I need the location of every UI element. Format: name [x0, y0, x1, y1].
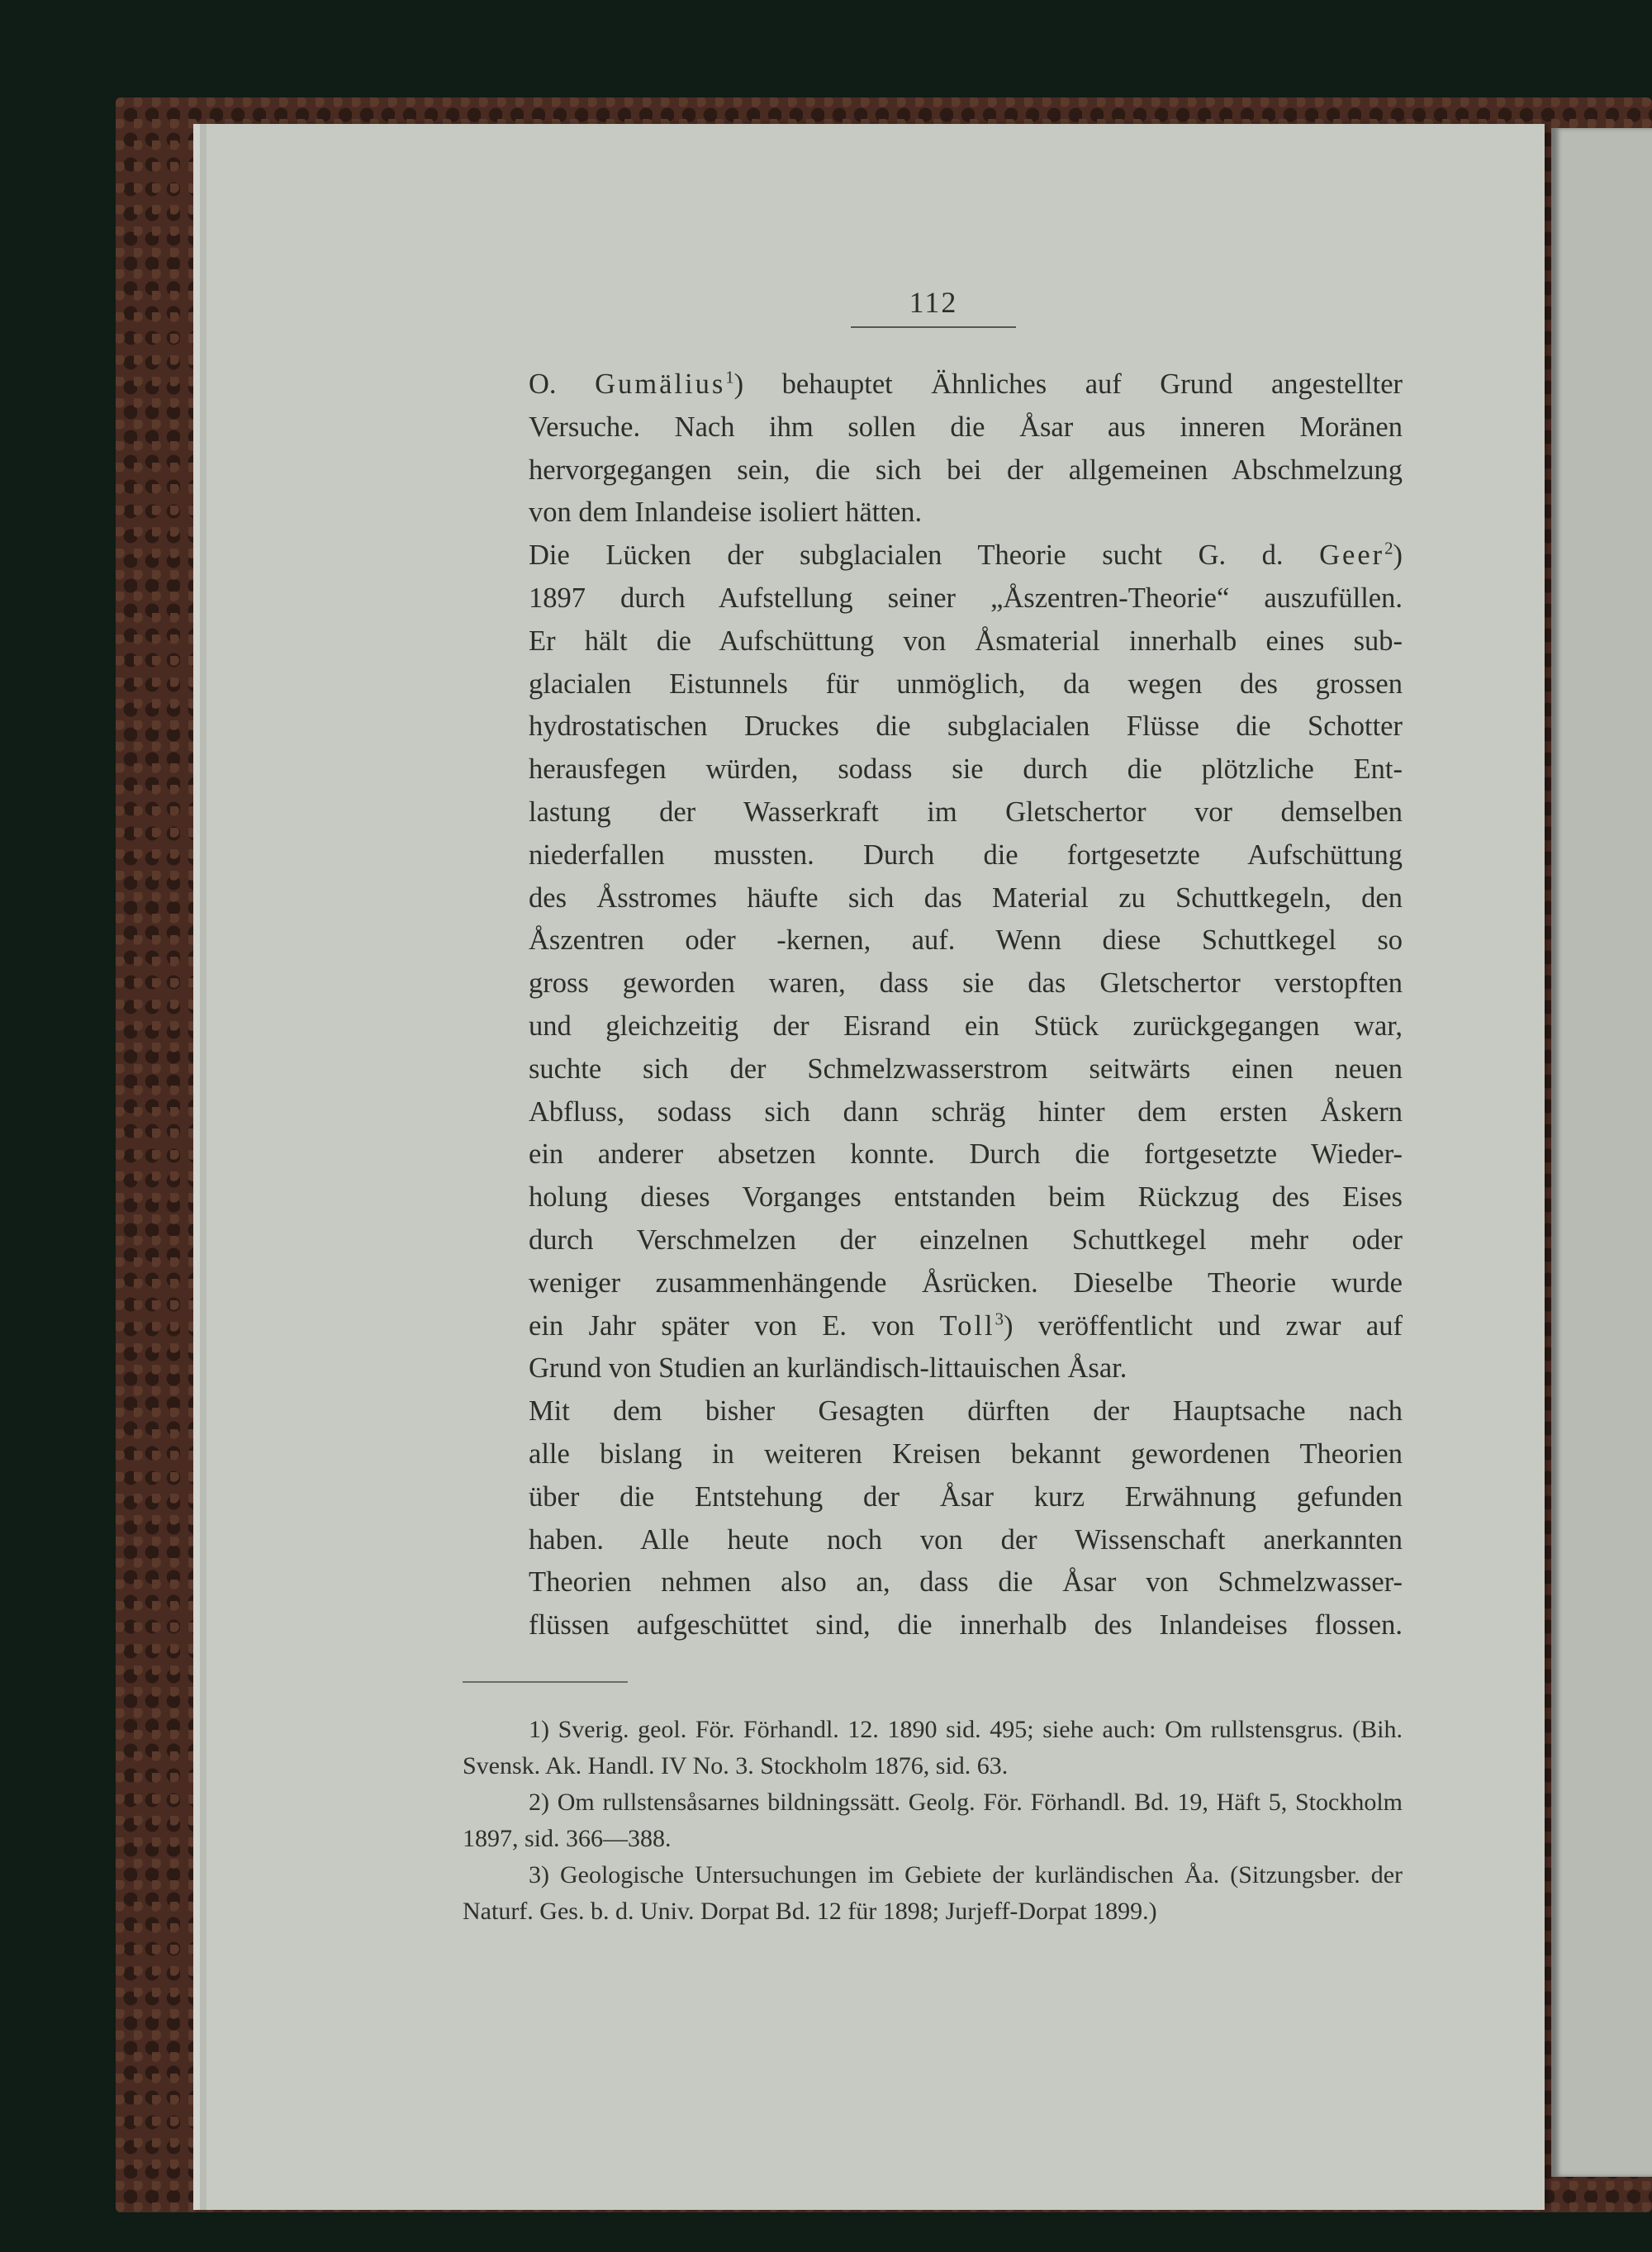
footnote-text: Sverig. geol. För. Förhandl. 12. 1890 sid. 495; siehe auch: Om rullstensgrus. (Bih. Svensk. Ak. Handl. IV No. 3. Stockholm 1876, sid. 63. — [463, 1716, 1403, 1779]
paragraph — [463, 1390, 1403, 1647]
text-line: niederfallen mussten. Durch die fortgesetzte Aufschüttung — [529, 839, 1403, 871]
footnote-text: Geologische Untersuchungen im Gebiete der kurländischen Åa. (Sitzungsber. der Naturf. Ges. b. d. Univ. Dorpat Bd. 12 für 1898; Jurjeff-Dorpat 1899.) — [463, 1861, 1403, 1925]
footnote — [463, 1784, 1403, 1857]
text-line: Grund von Studien an kurländisch-littauischen Åsar. — [529, 1352, 1127, 1385]
text-line: Theorien nehmen also an, dass die Åsar von Schmelzwasser- — [529, 1566, 1403, 1599]
text-line: weniger zusammenhängende Åsrücken. Dieselbe Theorie wurde — [529, 1266, 1403, 1299]
text-line: haben. Alle heute noch von der Wissenschaft anerkannten — [529, 1523, 1403, 1556]
text-line: Mit dem bisher Gesagten dürften der Hauptsache nach — [529, 1395, 1403, 1428]
text-line: suchte sich der Schmelzwasserstrom seitwärts einen neuen — [529, 1052, 1403, 1085]
text-line: ein anderer absetzen konnte. Durch die fortgesetzte Wieder- — [529, 1138, 1403, 1171]
text-line: hydrostatischen Druckes die subglacialen Flüsse die Schotter — [529, 710, 1403, 743]
text-line: lastung der Wasserkraft im Gletschertor vor demselben — [529, 796, 1403, 828]
footnote-marker: 1) — [529, 1716, 549, 1743]
text-line: O. Gumälius$^1$) behauptet Ähnliches auf Grund angestellter — [529, 368, 1403, 400]
footnote-marker: 2) — [529, 1789, 549, 1816]
footnote-marker: 3) — [529, 1861, 549, 1889]
footnote — [463, 1857, 1403, 1930]
text-line: glacialen Eistunnels für unmöglich, da wegen des grossen — [529, 668, 1403, 700]
footnote-divider — [463, 1681, 628, 1683]
text-line: alle bislang in weiteren Kreisen bekannt gewordenen Theorien — [529, 1437, 1403, 1470]
text-line: ein Jahr später von E. von Toll$^3$) veröffentlicht und zwar auf — [529, 1309, 1403, 1342]
text-line: hervorgegangen sein, die sich bei der allgemeinen Abschmelzung — [529, 454, 1403, 486]
text-line: Versuche. Nach ihm sollen die Åsar aus inneren Moränen — [529, 411, 1403, 443]
paragraph — [463, 363, 1403, 534]
text-line: Die Lücken der subglacialen Theorie sucht G. d. Geer$^2$) — [529, 539, 1403, 572]
text-line: holung dieses Vorganges entstanden beim Rückzug des Eises — [529, 1181, 1403, 1214]
text-line: Er hält die Aufschüttung von Åsmaterial innerhalb eines sub- — [529, 625, 1403, 657]
text-line: 1897 durch Aufstellung seiner „Åszentren-Theorie“ auszufüllen. — [529, 582, 1403, 614]
text-line: und gleichzeitig der Eisrand ein Stück zurückgegangen war, — [529, 1010, 1403, 1042]
text-line: flüssen aufgeschüttet sind, die innerhalb des Inlandeises flossen. — [529, 1609, 1403, 1641]
text-line: von dem Inlandeise isoliert hätten. — [529, 496, 923, 529]
text-line: über die Entstehung der Åsar kurz Erwähnung gefunden — [529, 1480, 1403, 1513]
text-line: Abfluss, sodass sich dann schräg hinter dem ersten Åskern — [529, 1095, 1403, 1128]
text-line: gross geworden waren, dass sie das Gletschertor verstopften — [529, 967, 1403, 1000]
text-line: durch Verschmelzen der einzelnen Schuttkegel mehr oder — [529, 1223, 1403, 1256]
body-text — [463, 363, 1403, 1647]
text-line: herausfegen würden, sodass sie durch die plötzliche Ent- — [529, 753, 1403, 786]
footnotes — [463, 1712, 1403, 1930]
text-line: Åszentren oder -kernen, auf. Wenn diese Schuttkegel so — [529, 924, 1403, 957]
facing-page-edge — [1551, 128, 1652, 2177]
page-number: 112 — [851, 285, 1016, 328]
text-line: des Åsstromes häufte sich das Material zu Schuttkegeln, den — [529, 881, 1403, 914]
footnote — [463, 1712, 1403, 1784]
footnote-text: Om rullstensåsarnes bildningssätt. Geolg. För. Förhandl. Bd. 19, Häft 5, Stockholm 1897, sid. 366—388. — [463, 1789, 1403, 1852]
paragraph — [463, 534, 1403, 1390]
